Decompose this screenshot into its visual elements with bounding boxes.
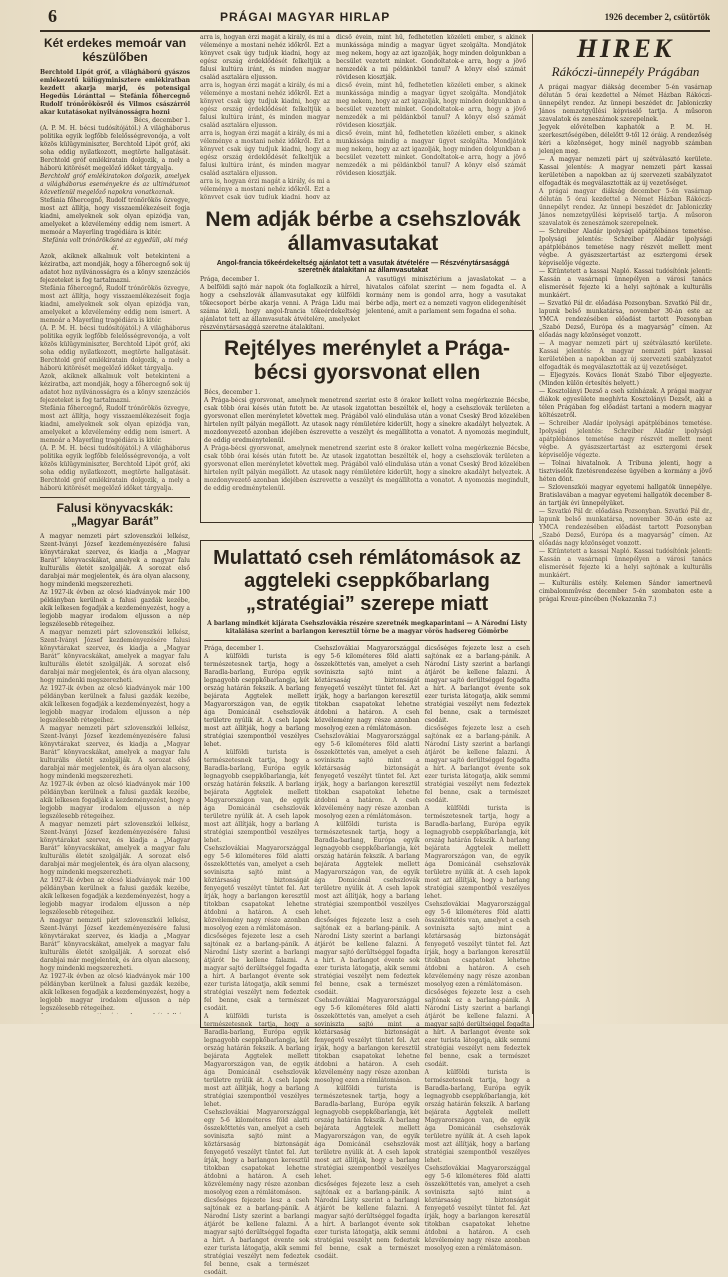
memoir-italic-1: Berchtold gróf emlékiratokon dolgozik, amelyek a világháborus eseményekre és az ultimátumot közvetlenül megelőző napokra vonatkoznak. bbox=[40, 172, 190, 196]
continuation-text-b3: dicső évein, mint hű, fedhetetlen közéleti ember, s akinek munkássága mindig a magyar ügyet szolgálta. Mondjátok meg nekem, hogy az azt igazolják, hogy minden dolgunkban a becsület vezetett minket. Gondoltatok-e arra, hogy a jövő nemzedék a mi példánkból tanul? A könyv első számát rövidesen kiosztják. bbox=[336, 130, 526, 177]
train-attack-text: A Prága-bécsi gyorsvonat, amelynek menetrend szerint este 8 órakor kellett volna megérkeznie Bécsbe, csak több órai késés után futott be. Az utasok izgatottan beszélték el, hogy a csehszlovák területen a gyorsvonat ellen merényletet követtek meg. Prágából való elindulása után a vonat Cseský Brod közelében hirtelen nyílt pályán megállott. Az utasok nagy rémületére kiderült, hogy a sínekre akadályt helyeztek. A mozdonyvezető azonban idejében észrevette a veszélyt és megállította a vonatot. A nyomozás megindult, de eddig eredménytelenül. bbox=[204, 397, 530, 445]
continuation-text-a4: arra is, hogyan érzi magát a király, és mi a véleménye a mostani nehéz időkről. Ezt a könyvet csak úgy tudjuk kiadni, hogy az bbox=[200, 178, 330, 199]
cave-col-a6: Csehszlovákiai Magyarországgal egy 5-6 kilométeres föld alatti összeköttetés van, amelyet a cseh soviniszta sajtó mint a köztársaság biztonságát fenyegető veszélyt tüntet fel. Azt írják, hogy a barlangon keresztül titokban csapatokat lehetne átdobni a határon. A cseh közvélemény nagy része azonban mosolyog ezen a rémlátomáson. bbox=[204, 1109, 310, 1196]
cave-headline: Mulattató cseh rémlátomások az aggteleki cseppkőbarlang „stratégiai” szerepe miatt bbox=[213, 547, 521, 615]
news-item-6b: — A magyar nemzeti párt uj szétválasztó kerülete. Kassai jelentés: A magyar nemzeti párt kassai kerületében a napokban az új szervezeti szabályzatot elfogadták és megválasztották az új vezetőséget. bbox=[539, 340, 712, 371]
center-top-column-b bbox=[336, 34, 526, 199]
news-item-4: — Schreiber Aladár ipolysági apátplébános temetése. Ipolysági jelentés: Schreiber Aladár ipolysági apátplébános temetése nagy részvét mellett ment végbe. A gyászszertartást az esztergomi érsek képviselője végezte. bbox=[539, 228, 712, 267]
news-item-7: — Eljegyzés. Kovács Ilonát Szabó Tibor eljegyezte. (Minden külön értesítés helyett.) bbox=[539, 372, 712, 387]
memoir-body-1c: (A. P. M. H. bécsi tudósítójától.) A világháborus politika egyik legfőbb felelősségrevonója, a volt közös külügyminiszter, Berchtold Lipót gróf, aki soha eddig nyilatkozott, megtörte hallgatását. Berchtold gróf emlékiratain dolgozik, a mely a háború kitörését megelőző időket tárgyalja. bbox=[40, 444, 190, 492]
news-item-5: — Kitüntetett a kassai Napló. Kassai tudósítónk jelenti: Kassán a vasárnapi ünnepélyen a városi tanács elismerését fejezte ki a helyi sajtónak a kulturális munkáért. bbox=[539, 268, 712, 299]
memoir-body-2: Stefánia főhercegnő, Rudolf trónörökös özvegye, most azt állítja, hogy visszaemlékezéseit fogja kiadni, amelyeknek sok olyan epizódja van, amelyeket a közvélemény eddig nem ismert. A memoár a Mayerling tragédiára is kitér. bbox=[40, 196, 190, 236]
cave-dateline: Prága, december 1. bbox=[204, 645, 264, 652]
cave-lead: A barlang mindkét kijárata Csehszlovákia részére szeretnék megkaparintani — A Národní Listy kitalálása szerint a barlangon keresztül törne be a magyar vörös hadsereg Gömörbe bbox=[207, 620, 527, 635]
news-item-6: — Szvatkó Pál dr. előadása Pozsonyban. Szvatkó Pál dr., lapunk belső munkatársa, november 30-án este az YMCA rendezésében előadást tartott Pozsonyban „Szabó Dezső, Európa és a magyarság” címen. Az előadás nagy közönséget vonzott. bbox=[539, 300, 712, 339]
booklets-body-11 bbox=[40, 1013, 190, 1014]
booklets-body-5: A magyar nemzeti párt szlovenszkói lelkész, Szent-Iványi József kezdeményezésére falusi könyvtárakat szervez, és kiadja a „Magyar Barát” könyvacskákat, amelyek a magyar falu kulturális életét szolgálják. A sorozat első darabjai már megjelentek, és ára olyan alacsony, hogy mindenki megszerezheti. bbox=[40, 725, 190, 781]
news-item-11: — Kulturális estély. Kelemen Sándor iamertnevű cimbalomművész december 5-én szombaton este a prágai Kreuz-pincében (Nekazanka 7.) bbox=[539, 580, 712, 603]
cave-col-c: dicsőséges fejezete lesz a cseh sajtónak ez a barlang-pánik. A Národní Listy szerint a barlangi átjárót be kellene falazni. A magyar sajtó derültséggel fogadta a hírt. A barlangot évente sok ezer turista látogatja, akik semmi stratégiai veszélyt nem fedeztek fel benne, csak a természet csodáit. bbox=[424, 645, 530, 724]
booklets-body-4: Az 1927-ik évben az olcsó kiadványok már 100 példányban kerülnek a falusi gazdák kezébe, akik lelkesen fogadják a kezdeményezést, hogy a legjobb magyar irodalom eljusson a nép legszélesebb rétegeihez. bbox=[40, 685, 190, 725]
cave-col-c5: dicsőséges fejezete lesz a cseh sajtónak ez a barlang-pánik. A Národní Listy szerint a barlangi átjárót be kellene falazni. A magyar sajtó derültséggel fogadta a hírt. A barlangot évente sok ezer turista látogatja, akik semmi stratégiai veszélyt nem fedeztek fel benne, csak a természet csodáit. bbox=[424, 989, 530, 1068]
continuation-text-a: arra is, hogyan érzi magát a király, és mi a véleménye a mostani nehéz időkről. Ezt a könyvet csak úgy tudjuk kiadni, hogy az egész ország érdeklődését felkeltjük a falusi kultúra iránt, és minden magyar család asztalára eljusson. bbox=[200, 34, 330, 81]
news-item-10: — Szlovenszkói magyar egyetemi hallgatók ünnepélye. Bratislavában a magyar egyetemi hallgatók december 8-án tartják évi ünnepélyüket. bbox=[539, 484, 712, 507]
news-item-2: Jegyek elővételben kaphatók a P. M. H. szerkesztőségében, délelőtt 9-től 12 óráig. A rendezőség kéri a közönséget, hogy minél nagyobb számban jelenjen meg. bbox=[539, 124, 712, 155]
cave-col-a2: A külföldi turista is természetesnek tartja, hogy a Baradla-barlang, Európa egyik legnagyobb cseppkőbarlangja, két ország határán fekszik. A barlang bejárata Aggtelek mellett Magyarországon van, de egyik ága Domicánál csehszlovák területre nyúlik át. A cseh lapok most azt állítják, hogy a barlang stratégiai szempontból veszélyes lehet. bbox=[204, 749, 310, 844]
news-section-subtitle: Rákóczi-ünnepély Prágában bbox=[551, 64, 700, 79]
continuation-text-a3: arra is, hogyan érzi magát a király, és mi a véleménye a mostani nehéz időkről. Ezt a könyvet csak úgy tudjuk kiadni, hogy az egész ország érdeklődését felkeltjük a falusi kultúra iránt, és minden magyar család asztalára eljusson. bbox=[200, 130, 330, 177]
continuation-text-b2: dicső évein, mint hű, fedhetetlen közéleti ember, s akinek munkássága mindig a magyar ügyet szolgálta. Mondjátok meg nekem, hogy az azt igazolják, hogy minden dolgunkban a becsület vezetett minket. Gondoltatok-e arra, hogy a jövő nemzedék a mi példánkból tanul? A könyv első számát rövidesen kiosztják. bbox=[336, 82, 526, 129]
railway-subheadline: Angol-francia tőkeérdekeltség ajánlatot tett a vasutak átvételére — Részvénytársasággá szeretnék átalakítani az államvasutakat bbox=[216, 260, 510, 275]
cave-col-b6: A külföldi turista is természetesnek tartja, hogy a Baradla-barlang, Európa egyik legnagyobb cseppkőbarlangja, két ország határán fekszik. A barlang bejárata Aggtelek mellett Magyarországon van, de egyik ága Domicánál csehszlovák területre nyúlik át. A cseh lapok most azt állítják, hogy a barlang stratégiai szempontból veszélyes lehet. bbox=[314, 1085, 420, 1180]
cave-col-a7: dicsőséges fejezete lesz a cseh sajtónak ez a barlang-pánik. A Národní Listy szerint a barlangi átjárót be kellene falazni. A magyar sajtó derültséggel fogadta a hírt. A barlangot évente sok ezer turista látogatja, akik semmi stratégiai veszélyt nem fedeztek fel benne, csak a természet csodáit. bbox=[204, 1197, 310, 1276]
issue-date: 1926 december 2, csütörtök bbox=[604, 12, 710, 22]
column-divider bbox=[40, 497, 190, 498]
news-column bbox=[532, 34, 712, 1014]
booklets-body-10: Az 1927-ik évben az olcsó kiadványok már 100 példányban kerülnek a falusi gazdák kezébe, akik lelkesen fogadják a kezdeményezést, hogy a legjobb magyar irodalom eljusson a nép legszélesebb rétegeihez. bbox=[40, 973, 190, 1013]
news-item-8: — Kosztolányi Dezső a cseh színházak. A prágai magyar diákok egyesülete meghívta Kosztolányi Dezsőt, aki a télen Prágában fog előadást tartani a modern magyar költészetről. bbox=[539, 388, 712, 419]
masthead bbox=[40, 6, 710, 32]
newspaper-title: PRÁGAI MAGYAR HIRLAP bbox=[220, 10, 391, 24]
cave-col-c3: A külföldi turista is természetesnek tartja, hogy a Baradla-barlang, Európa egyik legnagyobb cseppkőbarlangja, két ország határán fekszik. A barlang bejárata Aggtelek mellett Magyarországon van, de egyik ága Domicánál csehszlovák területre nyúlik át. A cseh lapok most azt állítják, hogy a barlang stratégiai szempontból veszélyes lehet. bbox=[424, 805, 530, 900]
railway-text-a: A belföldi sajtó már napok óta foglalkozik a hírrel, hogy a csehszlovák államvasutakat egy külföldi tőkecsoport bérbe akarja venni. A Prága Lidu mai száma közli, hogy angol-francia tőkeérdekeltség ajánlatot tett az államvasutak átvételére, amelyeket részvénytársasággá szeretne átalakítani. bbox=[200, 284, 360, 332]
cave-col-c4: Csehszlovákiai Magyarországgal egy 5-6 kilométeres föld alatti összeköttetés van, amelyet a cseh soviniszta sajtó mint a köztársaság biztonságát fenyegető veszélyt tüntet fel. Azt írják, hogy a barlangon keresztül titokban csapatokat lehetne átdobni a határon. A cseh közvélemény nagy része azonban mosolyog ezen a rémlátomáson. bbox=[424, 901, 530, 988]
memoir-dateline: Bécs, december 1. bbox=[133, 116, 190, 124]
railway-dateline: Prága, december 1. bbox=[200, 276, 260, 284]
cave-col-a: A külföldi turista is természetesnek tartja, hogy a Baradla-barlang, Európa egyik legnagyobb cseppkőbarlangja, két ország határán fekszik. A barlang bejárata Aggtelek mellett Magyarországon van, de egyik ága Domicánál csehszlovák területre nyúlik át. A cseh lapok most azt állítják, hogy a barlang stratégiai szempontból veszélyes lehet. bbox=[204, 653, 310, 748]
cave-col-b: Csehszlovákiai Magyarországgal egy 5-6 kilométeres föld alatti összeköttetés van, amelyet a cseh soviniszta sajtó mint a köztársaság biztonságát fenyegető veszélyt tüntet fel. Azt írják, hogy a barlangon keresztül titokban csapatokat lehetne átdobni a határon. A cseh közvélemény nagy része azonban mosolyog ezen a rémlátomáson. bbox=[314, 645, 420, 732]
booklets-body-6: Az 1927-ik évben az olcsó kiadványok már 100 példányban kerülnek a falusi gazdák kezébe, akik lelkesen fogadják a kezdeményezést, hogy a legjobb magyar irodalom eljusson a nép legszélesebb rétegeihez. bbox=[40, 781, 190, 821]
booklets-body-9: A magyar nemzeti párt szlovenszkói lelkész, Szent-Iványi József kezdeményezésére falusi könyvtárakat szervez, és kiadja a „Magyar Barát” könyvacskákat, amelyek a magyar falu kulturális életét szolgálják. A sorozat első darabjai már megjelentek, és ára olyan alacsony, hogy mindenki megszerezheti. bbox=[40, 917, 190, 973]
memoir-intro: Berchtold Lipót gróf, a világháború gyászos emlékezetű külügyminisztere emlékiratban kezdett akarja marjd, és potensigal Hegedüs Lóránttal — Stefánia főhercegnő Rudolf trónörökösről és Vilmos császárról akar kutatásokat nyilvánosságra hozni bbox=[40, 68, 190, 116]
cave-col-b3: A külföldi turista is természetesnek tartja, hogy a Baradla-barlang, Európa egyik legnagyobb cseppkőbarlangja, két ország határán fekszik. A barlang bejárata Aggtelek mellett Magyarországon van, de egyik ága Domicánál csehszlovák területre nyúlik át. A cseh lapok most azt állítják, hogy a barlang stratégiai szempontból veszélyes lehet. bbox=[314, 821, 420, 916]
news-item-9: — Tolnai hivatalnok. A Tribuna jelenti, hogy a tisztviselők fizetésrendezése ügyében a kormány a jövő héten dönt. bbox=[539, 460, 712, 483]
memoir-italic-2: Stefánia volt trónörökösné az egyedüli, aki még él. bbox=[42, 236, 188, 252]
news-section-title: HIREK bbox=[576, 34, 675, 63]
cave-col-a4: dicsőséges fejezete lesz a cseh sajtónak ez a barlang-pánik. A Národní Listy szerint a barlangi átjárót be kellene falazni. A magyar sajtó derültséggel fogadta a hírt. A barlangot évente sok ezer turista látogatja, akik semmi stratégiai veszélyt nem fedeztek fel benne, csak a természet csodáit. bbox=[204, 933, 310, 1012]
news-item-10c: — Kitüntetett a kassai Napló. Kassai tudósítónk jelenti: Kassán a vasárnapi ünnepélyen a városi tanács elismerését fejezte ki a helyi sajtónak a kulturális munkáért. bbox=[539, 548, 712, 579]
news-item-8b: — Schreiber Aladár ipolysági apátplébános temetése. Ipolysági jelentés: Schreiber Aladár ipolysági apátplébános temetése nagy részvét mellett ment végbe. A gyászszertartást az esztergomi érsek képviselője végezte. bbox=[539, 420, 712, 459]
continuation-text-b: dicső évein, mint hű, fedhetetlen közéleti ember, s akinek munkássága mindig a magyar ügyet szolgálta. Mondjátok meg nekem, hogy az azt igazolják, hogy minden dolgunkban a becsület vezetett minket. Gondoltatok-e arra, hogy a jövő nemzedék a mi példánkból tanul? A könyv első számát rövidesen kiosztják. bbox=[336, 34, 526, 81]
booklets-body-8: Az 1927-ik évben az olcsó kiadványok már 100 példányban kerülnek a falusi gazdák kezébe, akik lelkesen fogadják a kezdeményezést, hogy a legjobb magyar irodalom eljusson a nép legszélesebb rétegeihez. bbox=[40, 877, 190, 917]
memoir-body-3b: Azok, akiknek alkalmuk volt betekinteni a kéziratba, azt mondják, hogy a főhercegnő sok új adatot hoz nyilvánosságra és a könyv szenzációs fejezeteket is fog tartalmazni. bbox=[40, 372, 190, 404]
railway-article bbox=[200, 205, 526, 332]
cave-col-b5: Csehszlovákiai Magyarországgal egy 5-6 kilométeres föld alatti összeköttetés van, amelyet a cseh soviniszta sajtó mint a köztársaság biztonságát fenyegető veszélyt tüntet fel. Azt írják, hogy a barlangon keresztül titokban csapatokat lehetne átdobni a határon. A cseh közvélemény nagy része azonban mosolyog ezen a rémlátomáson. bbox=[314, 997, 420, 1084]
booklets-headline: Falusi könyvacskák: „Magyar Barát” bbox=[56, 500, 174, 529]
cave-col-b4: dicsőséges fejezete lesz a cseh sajtónak ez a barlang-pánik. A Národní Listy szerint a barlangi átjárót be kellene falazni. A magyar sajtó derültséggel fogadta a hírt. A barlangot évente sok ezer turista látogatja, akik semmi stratégiai veszélyt nem fedeztek fel benne, csak a természet csodáit. bbox=[314, 917, 420, 996]
cave-col-a5: A külföldi turista is természetesnek tartja, hogy a Baradla-barlang, Európa egyik legnagyobb cseppkőbarlangja, két ország határán fekszik. A barlang bejárata Aggtelek mellett Magyarországon van, de egyik ága Domicánál csehszlovák területre nyúlik át. A cseh lapok most azt állítják, hogy a barlang stratégiai szempontból veszélyes lehet. bbox=[204, 1013, 310, 1108]
booklets-body-2: Az 1927-ik évben az olcsó kiadványok már 100 példányban kerülnek a falusi gazdák kezébe, akik lelkesen fogadják a kezdeményezést, hogy a legjobb magyar irodalom eljusson a nép legszélesebb rétegeihez. bbox=[40, 589, 190, 629]
train-attack-text-2: A Prága-bécsi gyorsvonat, amelynek menetrend szerint este 8 órakor kellett volna megérkeznie Bécsbe, csak több órai késés után futott be. Az utasok izgatottan beszélték el, hogy a csehszlovák területen a gyorsvonat ellen merényletet követtek meg. Prágából való elindulása után a vonat Cseský Brod közelében hirtelen nyílt pályán megállott. Az utasok nagy rémületére kiderült, hogy a sínekre akadályt helyeztek. A mozdonyvezető azonban idejében észrevette a veszélyt és megállította a vonatot. A nyomozás megindult, de eddig eredménytelenül. bbox=[204, 445, 530, 493]
news-item-3b: A prágai magyar diákság december 5-én vasárnap délután 5 órai kezdettel a Német Házban Rákóczi-ünnepélyt rendez. Az ünnepi beszédet dr. Jabloniczky János nemzetgyűlési képviselő tartja. A műsoron szavalatok és zeneszámok szerepelnek. bbox=[539, 188, 712, 227]
cave-col-c2: dicsőséges fejezete lesz a cseh sajtónak ez a barlang-pánik. A Národní Listy szerint a barlangi átjárót be kellene falazni. A magyar sajtó derültséggel fogadta a hírt. A barlangot évente sok ezer turista látogatja, akik semmi stratégiai veszélyt nem fedeztek fel benne, csak a természet csodáit. bbox=[424, 725, 530, 804]
center-top-column-a bbox=[200, 34, 330, 199]
cave-article bbox=[200, 540, 534, 1276]
memoir-body-3: Azok, akiknek alkalmuk volt betekinteni a kéziratba, azt mondják, hogy a főhercegnő sok új adatot hoz nyilvánosságra és a könyv szenzációs fejezeteket is fog tartalmazni. bbox=[40, 252, 190, 284]
railway-headline: Nem adják bérbe a csehszlovák államvasutakat bbox=[205, 208, 521, 256]
news-item-1: A prágai magyar diákság december 5-én vasárnap délután 5 órai kezdettel a Német Házban Rákóczi-ünnepélyt rendez. Az ünnepi beszédet dr. Jabloniczky János nemzetgyűlési képviselő tartja. A műsoron szavalatok és zeneszámok szerepelnek. bbox=[539, 84, 712, 123]
cave-col-a3: Csehszlovákiai Magyarországgal egy 5-6 kilométeres föld alatti összeköttetés van, amelyet a cseh soviniszta sajtó mint a köztársaság biztonságát fenyegető veszélyt tüntet fel. Azt írják, hogy a barlangon keresztül titokban csapatokat lehetne átdobni a határon. A cseh közvélemény nagy része azonban mosolyog ezen a rémlátomáson. bbox=[204, 845, 310, 932]
memoir-headline: Két erdekes memoár van készülőben bbox=[43, 36, 187, 64]
train-attack-article bbox=[200, 330, 534, 523]
booklets-body-3: A magyar nemzeti párt szlovenszkói lelkész, Szent-Iványi József kezdeményezésére falusi könyvtárakat szervez, és kiadja a „Magyar Barát” könyvacskákat, amelyek a magyar falu kulturális életét szolgálják. A sorozat első darabjai már megjelentek, és ára olyan alacsony, hogy mindenki megszerezheti. bbox=[40, 629, 190, 685]
memoir-body-1b: (A. P. M. H. bécsi tudósítójától.) A világháborus politika egyik legfőbb felelősségrevonója, a volt közös külügyminiszter, Berchtold Lipót gróf, aki soha eddig nyilatkozott, megtörte hallgatását. Berchtold gróf emlékiratain dolgozik, a mely a háború kitörését megelőző időket tárgyalja. bbox=[40, 324, 190, 372]
continuation-text-a2: arra is, hogyan érzi magát a király, és mi a véleménye a mostani nehéz időkről. Ezt a könyvet csak úgy tudjuk kiadni, hogy az egész ország érdeklődését felkeltjük a falusi kultúra iránt, és minden magyar család asztalára eljusson. bbox=[200, 82, 330, 129]
memoir-body-2c: Stefánia főhercegnő, Rudolf trónörökös özvegye, most azt állítja, hogy visszaemlékezéseit fogja kiadni, amelyeknek sok olyan epizódja van, amelyeket a közvélemény eddig nem ismert. A memoár a Mayerling tragédiára is kitér. bbox=[40, 404, 190, 444]
news-item-10b: — Szvatkó Pál dr. előadása Pozsonyban. Szvatkó Pál dr., lapunk belső munkatársa, november 30-án este az YMCA rendezésében előadást tartott Pozsonyban „Szabó Dezső, Európa és a magyarság” címen. Az előadás nagy közönséget vonzott. bbox=[539, 508, 712, 547]
cave-col-c7: Csehszlovákiai Magyarországgal egy 5-6 kilométeres föld alatti összeköttetés van, amelyet a cseh soviniszta sajtó mint a köztársaság biztonságát fenyegető veszélyt tüntet fel. Azt írják, hogy a barlangon keresztül titokban csapatokat lehetne átdobni a határon. A cseh közvélemény nagy része azonban mosolyog ezen a rémlátomáson. bbox=[424, 1165, 530, 1252]
memoir-body-2b: Stefánia főhercegnő, Rudolf trónörökös özvegye, most azt állítja, hogy visszaemlékezéseit fogja kiadni, amelyeknek sok olyan epizódja van, amelyeket a közvélemény eddig nem ismert. A memoár a Mayerling tragédiára is kitér. bbox=[40, 284, 190, 324]
news-item-3: — A magyar nemzeti párt uj szétválasztó kerülete. Kassai jelentés: A magyar nemzeti párt kassai kerületében a napokban az új szervezeti szabályzatot elfogadták és megválasztották az új vezetőséget. bbox=[539, 156, 712, 187]
cave-col-c6: A külföldi turista is természetesnek tartja, hogy a Baradla-barlang, Európa egyik legnagyobb cseppkőbarlangja, két ország határán fekszik. A barlang bejárata Aggtelek mellett Magyarországon van, de egyik ága Domicánál csehszlovák területre nyúlik át. A cseh lapok most azt állítják, hogy a barlang stratégiai szempontból veszélyes lehet. bbox=[424, 1069, 530, 1164]
memoir-body-1: (A. P. M. H. bécsi tudósítójától.) A világháborus politika egyik legfőbb felelősségrevonója, a volt közös külügyminiszter, Berchtold Lipót gróf, aki soha eddig nyilatkozott, megtörte hallgatását. Berchtold gróf emlékiratain dolgozik, a mely a háború kitörését megelőző időket tárgyalja. bbox=[40, 124, 190, 172]
railway-text-b: A vasutügyi minisztérium a javaslatokat — a hivatalos cáfolat szerint — nem fogadta el. A kormány nem is gondol arra, hogy a vasutakat bérbe adja, mert ez a nemzeti vagyon elidegenítését jelentené, amit a parlament sem fogadna el soha. bbox=[366, 276, 526, 316]
train-attack-headline: Rejtélyes merénylet a Prága-bécsi gyorsvonat ellen bbox=[224, 337, 510, 385]
cave-col-b7: dicsőséges fejezete lesz a cseh sajtónak ez a barlang-pánik. A Národní Listy szerint a barlangi átjárót be kellene falazni. A magyar sajtó derültséggel fogadta a hírt. A barlangot évente sok ezer turista látogatja, akik semmi stratégiai veszélyt nem fedeztek fel benne, csak a természet csodáit. bbox=[314, 1181, 420, 1260]
booklets-body-1: A magyar nemzeti párt szlovenszkói lelkész, Szent-Iványi József kezdeményezésére falusi könyvtárakat szervez, és kiadja a „Magyar Barát” könyvacskákat, amelyek a magyar falu kulturális életét szolgálják. A sorozat első darabjai már megjelentek, és ára olyan alacsony, hogy mindenki megszerezheti. bbox=[40, 533, 190, 589]
left-column bbox=[40, 34, 190, 1014]
page-number: 6 bbox=[48, 6, 57, 26]
booklets-body-7: A magyar nemzeti párt szlovenszkói lelkész, Szent-Iványi József kezdeményezésére falusi könyvtárakat szervez, és kiadja a „Magyar Barát” könyvacskákat, amelyek a magyar falu kulturális életét szolgálják. A sorozat első darabjai már megjelentek, és ára olyan alacsony, hogy mindenki megszerezheti. bbox=[40, 821, 190, 877]
train-attack-dateline: Bécs, december 1. bbox=[204, 389, 261, 397]
cave-col-b2: Csehszlovákiai Magyarországgal egy 5-6 kilométeres föld alatti összeköttetés van, amelyet a cseh soviniszta sajtó mint a köztársaság biztonságát fenyegető veszélyt tüntet fel. Azt írják, hogy a barlangon keresztül titokban csapatokat lehetne átdobni a határon. A cseh közvélemény nagy része azonban mosolyog ezen a rémlátomáson. bbox=[314, 733, 420, 820]
